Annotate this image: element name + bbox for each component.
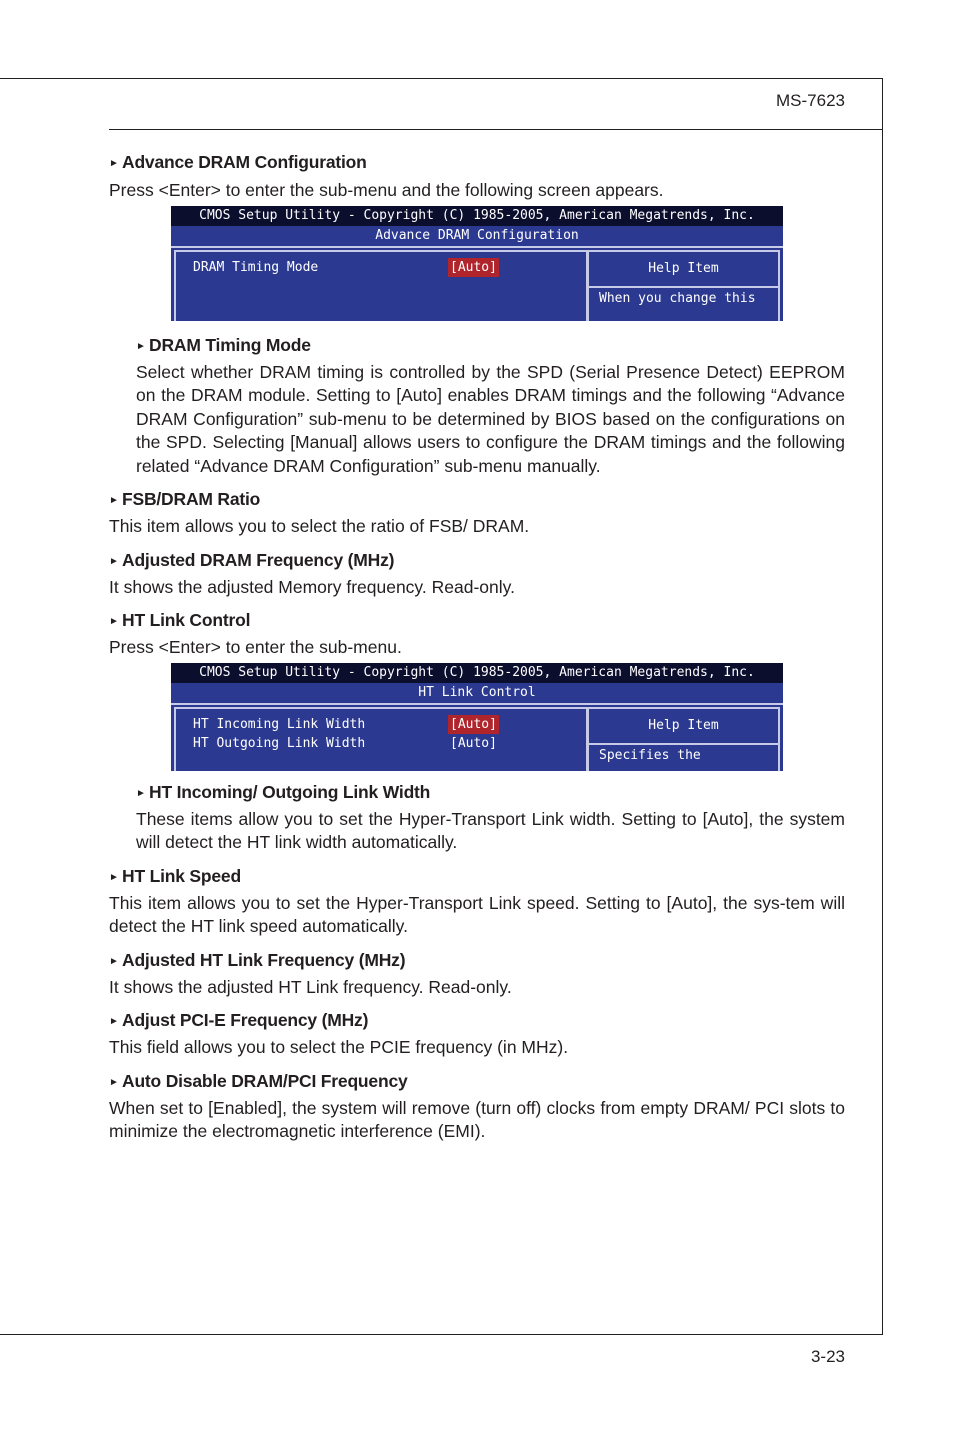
section-ht-link-width: [136, 781, 845, 855]
section-text: Select whether DRAM timing is controlled by the SPD (Serial Presence Detect) EEPROM on the DRAM module. Setting to [Auto] enables DRAM timings and the following “Advance DRAM Configuration” sub-menu to be determined by BIOS based on the configurations on the SPD. Selecting [Manual] allows users to configure the DRAM timings and the following related “Advance DRAM Configuration” sub-menu manually.: [136, 361, 845, 476]
section-title: HT Link Control: [122, 610, 251, 630]
triangle-bullet-icon: ►: [109, 555, 119, 567]
section-auto-disable: [109, 1070, 845, 1144]
section-title: DRAM Timing Mode: [149, 334, 311, 355]
section-title: Adjusted HT Link Frequency (MHz): [122, 949, 406, 970]
triangle-bullet-icon: ►: [136, 787, 146, 799]
bottom-rule: [0, 1334, 883, 1335]
page-number: 3-23: [810, 1347, 845, 1366]
bios-title-bar: CMOS Setup Utility - Copyright (C) 1985-2005, American Megatrends, Inc.: [171, 663, 783, 683]
bios-option-label: HT Incoming Link Width: [193, 716, 366, 732]
bios-options-panel: [174, 707, 588, 771]
bios-subtitle: Advance DRAM Configuration: [171, 226, 783, 248]
triangle-bullet-icon: ►: [109, 495, 119, 506]
section-title: Adjusted DRAM Frequency (MHz): [122, 549, 395, 570]
triangle-bullet-icon: ►: [109, 158, 119, 169]
section-text: Press <Enter> to enter the sub-menu.: [109, 637, 402, 657]
section-text: This item allows you to set the Hyper-Transport Link speed. Setting to [Auto], the sys-tem will detect the HT link speed automatically.: [109, 892, 845, 936]
bios-option-label: DRAM Timing Mode: [193, 259, 319, 275]
section-title: Advance DRAM Configuration: [122, 152, 367, 172]
bios-help-text: When you change this: [599, 290, 756, 306]
triangle-bullet-icon: ►: [109, 616, 119, 627]
section-text: These items allow you to set the Hyper-Transport Link width. Setting to [Auto], the system will detect the HT link width automatically.: [136, 808, 845, 852]
bios-options-panel: [174, 250, 588, 321]
bios-help-panel: [587, 250, 780, 321]
bios-option-label: HT Outgoing Link Width: [193, 735, 366, 751]
section-title: Auto Disable DRAM/PCI Frequency: [122, 1070, 408, 1091]
section-fsb-dram: [109, 488, 845, 539]
bios-screenshot-dram: [171, 206, 783, 321]
section-text: Press <Enter> to enter the sub-menu and the following screen appears.: [109, 180, 664, 200]
section-advance-dram: [109, 151, 845, 203]
bios-option-value[interactable]: [Auto]: [450, 259, 497, 275]
section-adjusted-dram-frequency: [109, 549, 845, 600]
section-title: FSB/DRAM Ratio: [122, 489, 261, 509]
bios-help-panel: [587, 707, 780, 771]
section-ht-link-speed: [109, 865, 845, 939]
bios-option-row[interactable]: [176, 258, 586, 277]
section-text: This field allows you to select the PCIE frequency (in MHz).: [109, 1037, 569, 1057]
bios-option-value[interactable]: [Auto]: [450, 735, 497, 751]
bios-option-row[interactable]: [176, 734, 586, 753]
section-dram-timing: [136, 334, 845, 479]
triangle-bullet-icon: ►: [109, 1076, 119, 1088]
section-text: This item allows you to select the ratio of FSB/ DRAM.: [109, 516, 530, 536]
model-number: MS-7623: [776, 91, 845, 110]
triangle-bullet-icon: ►: [136, 340, 146, 352]
bios-subtitle: HT Link Control: [171, 683, 783, 705]
bios-help-title: Help Item: [589, 709, 778, 745]
right-rule: [882, 78, 883, 1335]
top-rule: [0, 78, 883, 79]
section-title: Adjust PCI-E Frequency (MHz): [122, 1010, 369, 1030]
page-content: [109, 151, 845, 1144]
section-text: When set to [Enabled], the system will remove (turn off) clocks from empty DRAM/ PCI slots to minimize the electromagnetic interference (EMI).: [109, 1097, 845, 1141]
section-title: HT Link Speed: [122, 865, 241, 886]
bios-help-text: Specifies the: [599, 747, 701, 763]
section-text: It shows the adjusted HT Link frequency. Read-only.: [109, 976, 512, 997]
bios-title-bar: CMOS Setup Utility - Copyright (C) 1985-2005, American Megatrends, Inc.: [171, 206, 783, 226]
bios-screenshot-ht-link: [171, 663, 783, 771]
section-text: It shows the adjusted Memory frequency. Read-only.: [109, 576, 515, 597]
bios-option-row[interactable]: [176, 715, 586, 734]
header-rule: [109, 129, 883, 130]
section-ht-link-control: [109, 609, 845, 660]
section-adjusted-ht-frequency: [109, 949, 845, 1000]
section-title: HT Incoming/ Outgoing Link Width: [149, 781, 431, 802]
triangle-bullet-icon: ►: [109, 1016, 119, 1027]
bios-option-value[interactable]: [Auto]: [450, 716, 497, 732]
bios-help-title: Help Item: [589, 252, 778, 288]
section-adjust-pcie-frequency: [109, 1009, 845, 1060]
triangle-bullet-icon: ►: [109, 871, 119, 883]
triangle-bullet-icon: ►: [109, 955, 119, 967]
